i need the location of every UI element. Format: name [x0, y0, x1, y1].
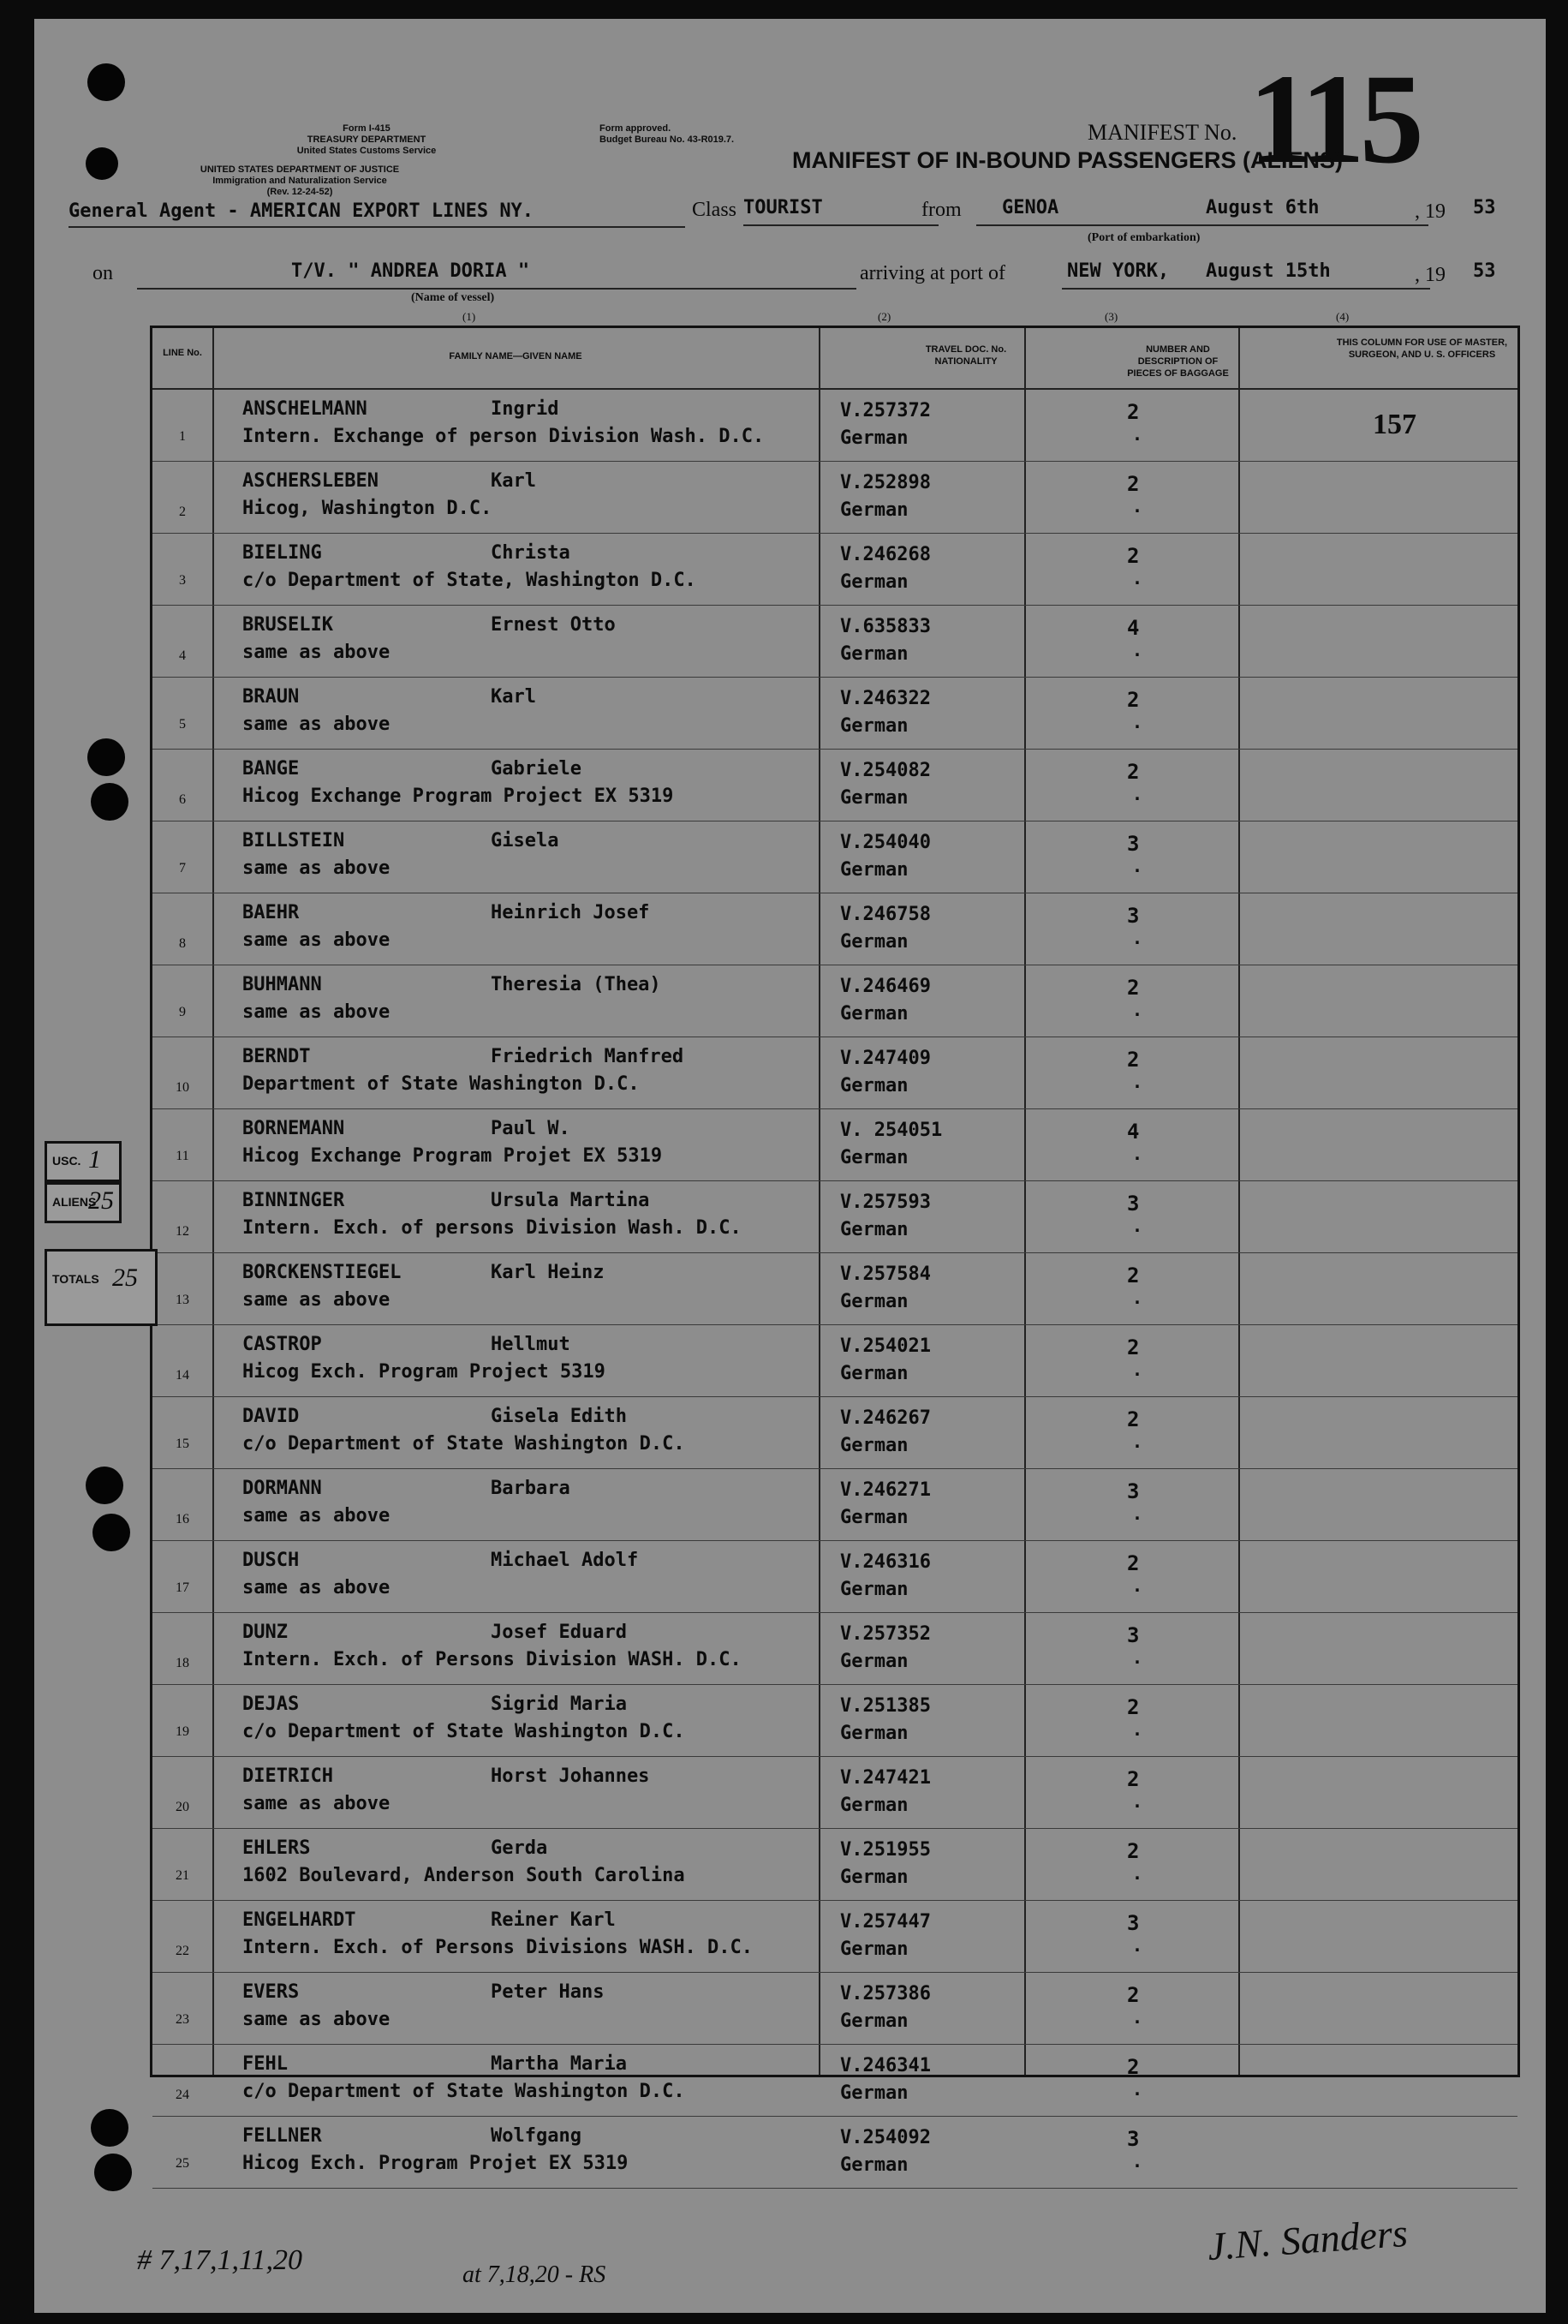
table-row [152, 821, 1517, 893]
vessel-name: T/V. " ANDREA DORIA " [291, 260, 530, 282]
given-name: Hellmut [491, 1334, 570, 1355]
family-name: BILLSTEIN [242, 830, 345, 851]
line-number: 12 [176, 1224, 189, 1239]
baggage-dot: . [1132, 856, 1143, 876]
travel-doc-number: V.246322 [840, 688, 931, 709]
col-number-3: (3) [1105, 310, 1118, 323]
manifest-no-label: MANIFEST No. [1088, 120, 1237, 145]
nationality: German [840, 1291, 909, 1312]
baggage-count: 3 [1127, 1911, 1140, 1935]
baggage-dot: . [1132, 2151, 1143, 2172]
line-number: 3 [179, 573, 186, 588]
family-name: BAEHR [242, 902, 300, 923]
family-name: ANSCHELMANN [242, 398, 367, 420]
table-row [152, 1757, 1517, 1829]
ins-label: Immigration and Naturalization Service [212, 176, 387, 186]
family-name: BERNDT [242, 1046, 311, 1067]
baggage-count: 2 [1127, 688, 1140, 712]
punch-hole [87, 63, 125, 101]
table-row [152, 1469, 1517, 1541]
address: Hicog Exchange Program Project EX 5319 [242, 786, 674, 807]
baggage-dot: . [1132, 424, 1143, 445]
address: Hicog, Washington D.C. [242, 498, 492, 519]
nationality: German [840, 1147, 909, 1168]
nationality: German [840, 931, 909, 953]
address: same as above [242, 642, 391, 663]
family-name: DEJAS [242, 1694, 300, 1715]
baggage-count: 2 [1127, 1695, 1140, 1719]
handwritten-note-mid: at 7,18,20 - RS [462, 2261, 606, 2288]
baggage-dot: . [1132, 1287, 1143, 1308]
baggage-count: 2 [1127, 1839, 1140, 1863]
row-separator [152, 2188, 1517, 2189]
address: c/o Department of State Washington D.C. [242, 2081, 685, 2102]
travel-doc-number: V.257372 [840, 400, 931, 421]
baggage-dot: . [1132, 784, 1143, 804]
line-number: 11 [176, 1149, 189, 1163]
family-name: ASCHERSLEBEN [242, 470, 379, 492]
baggage-dot: . [1132, 1216, 1143, 1236]
baggage-count: 4 [1127, 616, 1140, 640]
family-name: DORMANN [242, 1478, 322, 1499]
travel-doc-number: V.254082 [840, 760, 931, 781]
baggage-dot: . [1132, 1359, 1143, 1380]
nationality: German [840, 1075, 909, 1096]
given-name: Karl [491, 470, 536, 492]
table-row [152, 1613, 1517, 1685]
nationality: German [840, 1795, 909, 1816]
baggage-count: 2 [1127, 1983, 1140, 2007]
nationality: German [840, 1507, 909, 1528]
baggage-dot: . [1132, 2079, 1143, 2100]
address: same as above [242, 1001, 391, 1023]
punch-hole [91, 2109, 128, 2147]
line-number: 23 [176, 2012, 189, 2027]
given-name: Ernest Otto [491, 614, 616, 636]
nationality: German [840, 715, 909, 737]
given-name: Gisela Edith [491, 1406, 627, 1427]
line-number: 17 [176, 1580, 189, 1595]
table-row [152, 750, 1517, 821]
address: c/o Department of State, Washington D.C. [242, 570, 696, 591]
form-number: Form I-415 [343, 123, 391, 134]
family-name: EHLERS [242, 1837, 311, 1859]
manifest-sheet [34, 19, 1546, 2313]
given-name: Karl Heinz [491, 1262, 605, 1283]
nationality: German [840, 2082, 909, 2104]
nationality: German [840, 1939, 909, 1960]
given-name: Sigrid Maria [491, 1694, 627, 1715]
header-officers: THIS COLUMN FOR USE OF MASTER, SURGEON, AND U. S. OFFICERS [1336, 338, 1508, 360]
baggage-count: 2 [1127, 400, 1140, 424]
baggage-count: 3 [1127, 1479, 1140, 1503]
address: same as above [242, 1289, 391, 1311]
table-row [152, 1253, 1517, 1325]
table-row [152, 2117, 1517, 2189]
travel-doc-number: V.246267 [840, 1407, 931, 1429]
table-row [152, 606, 1517, 678]
baggage-dot: . [1132, 1791, 1143, 1812]
punch-hole [91, 783, 128, 821]
justice-dept: UNITED STATES DEPARTMENT OF JUSTICE [200, 164, 400, 175]
address: Hicog Exch. Program Project 5319 [242, 1361, 605, 1383]
family-name: CASTROP [242, 1334, 322, 1355]
travel-doc-number: V.246341 [840, 2055, 931, 2076]
address: Intern. Exchange of person Division Wash. D.C. [242, 426, 765, 447]
line-number: 5 [179, 717, 186, 732]
punch-hole [92, 1514, 130, 1551]
address: same as above [242, 1577, 391, 1598]
address: same as above [242, 2009, 391, 2030]
nationality: German [840, 1435, 909, 1456]
nationality: German [840, 859, 909, 881]
given-name: Gabriele [491, 758, 581, 780]
nationality: German [840, 1651, 909, 1672]
table-row [152, 1397, 1517, 1469]
travel-doc-number: V.246268 [840, 544, 931, 565]
col-number-2: (2) [878, 310, 891, 323]
officer-note: 157 [1373, 409, 1416, 440]
given-name: Wolfgang [491, 2125, 581, 2147]
travel-doc-number: V.257386 [840, 1983, 931, 2004]
passenger-table [150, 326, 1520, 2176]
given-name: Heinrich Josef [491, 902, 650, 923]
given-name: Friedrich Manfred [491, 1046, 684, 1067]
family-name: BANGE [242, 758, 300, 780]
punch-hole [94, 2154, 132, 2191]
baggage-dot: . [1132, 1575, 1143, 1596]
line-number: 6 [179, 792, 186, 807]
given-name: Peter Hans [491, 1981, 605, 2003]
given-name: Michael Adolf [491, 1550, 639, 1571]
address: 1602 Boulevard, Anderson South Carolina [242, 1865, 685, 1886]
totals-box [45, 1249, 158, 1326]
family-name: BIELING [242, 542, 322, 564]
table-row [152, 1037, 1517, 1109]
address: Department of State Washington D.C. [242, 1073, 640, 1095]
family-name: DIETRICH [242, 1765, 333, 1787]
travel-doc-number: V.254021 [840, 1335, 931, 1357]
family-name: BORNEMANN [242, 1118, 345, 1139]
manifest-number: 115 [1249, 48, 1419, 190]
aliens-label: ALIENS [52, 1195, 97, 1209]
line-number: 8 [179, 936, 186, 951]
baggage-count: 2 [1127, 1048, 1140, 1072]
arrival-year: 53 [1473, 260, 1496, 282]
table-row [152, 1829, 1517, 1901]
family-name: BINNINGER [242, 1190, 345, 1211]
baggage-dot: . [1132, 1072, 1143, 1092]
address: Hicog Exchange Program Projet EX 5319 [242, 1145, 663, 1167]
customs-service: United States Customs Service [296, 146, 437, 156]
family-name: BRUSELIK [242, 614, 333, 636]
line-number: 7 [179, 861, 186, 875]
nationality: German [840, 1219, 909, 1240]
line-number: 22 [176, 1944, 189, 1958]
address: c/o Department of State Washington D.C. [242, 1433, 685, 1455]
baggage-count: 2 [1127, 1407, 1140, 1431]
handwritten-note-left: # 7,17,1,11,20 [137, 2244, 302, 2276]
address: Intern. Exch. of persons Division Wash. D.C. [242, 1217, 742, 1239]
travel-doc-number: V.246469 [840, 976, 931, 997]
usc-label: USC. [52, 1154, 81, 1168]
travel-doc-number: V.257447 [840, 1911, 931, 1933]
usc-value: 1 [88, 1145, 101, 1174]
travel-doc-number: V.251955 [840, 1839, 931, 1861]
embark-year: 53 [1473, 197, 1496, 218]
travel-doc-number: V.254092 [840, 2127, 931, 2148]
aliens-box [45, 1182, 122, 1223]
family-name: DAVID [242, 1406, 300, 1427]
baggage-dot: . [1132, 568, 1143, 588]
travel-doc-number: V. 254051 [840, 1120, 943, 1141]
totals-label: TOTALS [52, 1272, 99, 1286]
line-number: 24 [176, 2088, 189, 2102]
table-row [152, 893, 1517, 965]
nationality: German [840, 2154, 909, 2176]
on-label: on [92, 262, 113, 284]
line-number: 18 [176, 1656, 189, 1670]
given-name: Paul W. [491, 1118, 570, 1139]
line-number: 20 [176, 1800, 189, 1814]
given-name: Martha Maria [491, 2053, 627, 2075]
embark-year-prefix: , 19 [1415, 200, 1446, 223]
travel-doc-number: V.254040 [840, 832, 931, 853]
arrival-year-prefix: , 19 [1415, 264, 1446, 286]
family-name: DUSCH [242, 1550, 300, 1571]
family-name: ENGELHARDT [242, 1909, 356, 1931]
baggage-dot: . [1132, 1144, 1143, 1164]
travel-doc-number: V.247409 [840, 1048, 931, 1069]
from-label: from [921, 199, 962, 221]
line-number: 4 [179, 648, 186, 663]
baggage-count: 3 [1127, 1192, 1140, 1216]
travel-doc-number: V.251385 [840, 1695, 931, 1717]
baggage-count: 4 [1127, 1120, 1140, 1144]
family-name: DUNZ [242, 1622, 288, 1643]
given-name: Theresia (Thea) [491, 974, 661, 995]
baggage-count: 2 [1127, 472, 1140, 496]
baggage-count: 3 [1127, 2127, 1140, 2151]
address: Hicog Exch. Program Projet EX 5319 [242, 2153, 629, 2174]
given-name: Barbara [491, 1478, 570, 1499]
given-name: Reiner Karl [491, 1909, 616, 1931]
address: same as above [242, 1505, 391, 1526]
line-number: 9 [179, 1005, 186, 1019]
nationality: German [840, 499, 909, 521]
treasury-dept: TREASURY DEPARTMENT [307, 134, 426, 145]
family-name: BUHMANN [242, 974, 322, 995]
table-row [152, 965, 1517, 1037]
arrival-date: August 15th [1206, 260, 1331, 282]
line-number: 13 [176, 1293, 189, 1307]
arriving-label: arriving at port of [860, 262, 1005, 284]
travel-doc-number: V.246316 [840, 1551, 931, 1573]
nationality: German [840, 1363, 909, 1384]
nationality: German [840, 571, 909, 593]
baggage-dot: . [1132, 2007, 1143, 2028]
baggage-dot: . [1132, 1431, 1143, 1452]
address: same as above [242, 714, 391, 735]
vessel-label: (Name of vessel) [411, 291, 495, 304]
baggage-count: 2 [1127, 544, 1140, 568]
baggage-count: 2 [1127, 1335, 1140, 1359]
travel-doc-number: V.257584 [840, 1264, 931, 1285]
given-name: Gerda [491, 1837, 548, 1859]
baggage-count: 3 [1127, 832, 1140, 856]
from-port: GENOA [1002, 197, 1059, 218]
given-name: Ingrid [491, 398, 559, 420]
given-name: Christa [491, 542, 570, 564]
travel-doc-number: V.246271 [840, 1479, 931, 1501]
table-row [152, 462, 1517, 534]
given-name: Ursula Martina [491, 1190, 650, 1211]
line-number: 25 [176, 2156, 189, 2171]
baggage-dot: . [1132, 1647, 1143, 1668]
baggage-count: 2 [1127, 2055, 1140, 2079]
aliens-value: 25 [88, 1186, 114, 1215]
general-agent: General Agent - AMERICAN EXPORT LINES NY. [69, 200, 534, 222]
col-number-1: (1) [462, 310, 476, 323]
table-row [152, 534, 1517, 606]
line-number: 16 [176, 1512, 189, 1526]
baggage-count: 3 [1127, 904, 1140, 928]
baggage-dot: . [1132, 640, 1143, 660]
nationality: German [840, 1723, 909, 1744]
baggage-dot: . [1132, 1863, 1143, 1884]
baggage-count: 2 [1127, 1264, 1140, 1287]
header-family-given: FAMILY NAME—GIVEN NAME [449, 351, 582, 361]
address: same as above [242, 929, 391, 951]
usc-box [45, 1141, 122, 1182]
address: same as above [242, 1793, 391, 1814]
travel-doc-number: V.257593 [840, 1192, 931, 1213]
port-embark-label: (Port of embarkation) [1088, 231, 1201, 244]
given-name: Horst Johannes [491, 1765, 650, 1787]
header-baggage: NUMBER AND DESCRIPTION OF PIECES OF BAGGAGE [1127, 344, 1229, 379]
table-row [152, 390, 1517, 462]
nationality: German [840, 1003, 909, 1025]
family-name: BORCKENSTIEGEL [242, 1262, 402, 1283]
table-row [152, 678, 1517, 750]
line-number: 15 [176, 1437, 189, 1451]
travel-doc-number: V.635833 [840, 616, 931, 637]
header-line-no: LINE No. [163, 348, 202, 358]
embark-date: August 6th [1206, 197, 1320, 218]
baggage-dot: . [1132, 1935, 1143, 1956]
class-value: TOURIST [743, 197, 823, 218]
baggage-dot: . [1132, 496, 1143, 517]
table-row [152, 1685, 1517, 1757]
table-row [152, 1901, 1517, 1973]
rev-label: (Rev. 12-24-52) [266, 187, 333, 197]
baggage-count: 3 [1127, 1623, 1140, 1647]
line-number: 2 [179, 505, 186, 519]
nationality: German [840, 787, 909, 809]
table-row [152, 1973, 1517, 2045]
punch-hole [86, 147, 118, 180]
address: Intern. Exch. of Persons Divisions WASH. D.C. [242, 1937, 754, 1958]
baggage-count: 2 [1127, 1551, 1140, 1575]
punch-hole [87, 738, 125, 776]
travel-doc-number: V.246758 [840, 904, 931, 925]
budget-bureau: Budget Bureau No. 43-R019.7. [599, 134, 735, 145]
line-number: 1 [179, 429, 186, 444]
given-name: Gisela [491, 830, 559, 851]
line-number: 21 [176, 1868, 189, 1883]
address: same as above [242, 857, 391, 879]
address: c/o Department of State Washington D.C. [242, 1721, 685, 1742]
baggage-dot: . [1132, 1503, 1143, 1524]
nationality: German [840, 1579, 909, 1600]
class-label: Class [692, 199, 737, 221]
table-row [152, 1325, 1517, 1397]
baggage-count: 2 [1127, 1767, 1140, 1791]
family-name: FELLNER [242, 2125, 322, 2147]
travel-doc-number: V.252898 [840, 472, 931, 493]
table-row [152, 2045, 1517, 2117]
line-number: 10 [176, 1080, 189, 1095]
baggage-dot: . [1132, 928, 1143, 948]
baggage-count: 2 [1127, 760, 1140, 784]
table-row [152, 1109, 1517, 1181]
line-number: 14 [176, 1368, 189, 1383]
nationality: German [840, 643, 909, 665]
signature: J.N. Sanders [1206, 2210, 1410, 2269]
table-row [152, 1541, 1517, 1613]
col-number-4: (4) [1336, 310, 1350, 323]
manifest-title: MANIFEST OF IN-BOUND PASSENGERS (ALIENS) [792, 147, 1344, 173]
given-name: Karl [491, 686, 536, 708]
travel-doc-number: V.257352 [840, 1623, 931, 1645]
family-name: EVERS [242, 1981, 300, 2003]
address: Intern. Exch. of Persons Division WASH. D.C. [242, 1649, 742, 1670]
arrival-port: NEW YORK, [1067, 260, 1170, 282]
nationality: German [840, 2010, 909, 2032]
family-name: BRAUN [242, 686, 300, 708]
family-name: FEHL [242, 2053, 288, 2075]
nationality: German [840, 427, 909, 449]
punch-hole [86, 1467, 123, 1504]
line-number: 19 [176, 1724, 189, 1739]
given-name: Josef Eduard [491, 1622, 627, 1643]
baggage-count: 2 [1127, 976, 1140, 1000]
baggage-dot: . [1132, 1000, 1143, 1020]
baggage-dot: . [1132, 1719, 1143, 1740]
baggage-dot: . [1132, 712, 1143, 732]
travel-doc-number: V.247421 [840, 1767, 931, 1789]
totals-value: 25 [112, 1264, 138, 1292]
table-row [152, 1181, 1517, 1253]
form-approved: Form approved. [599, 123, 671, 134]
header-travel-doc: TRAVEL DOC. No. NATIONALITY [925, 344, 1007, 367]
nationality: German [840, 1867, 909, 1888]
